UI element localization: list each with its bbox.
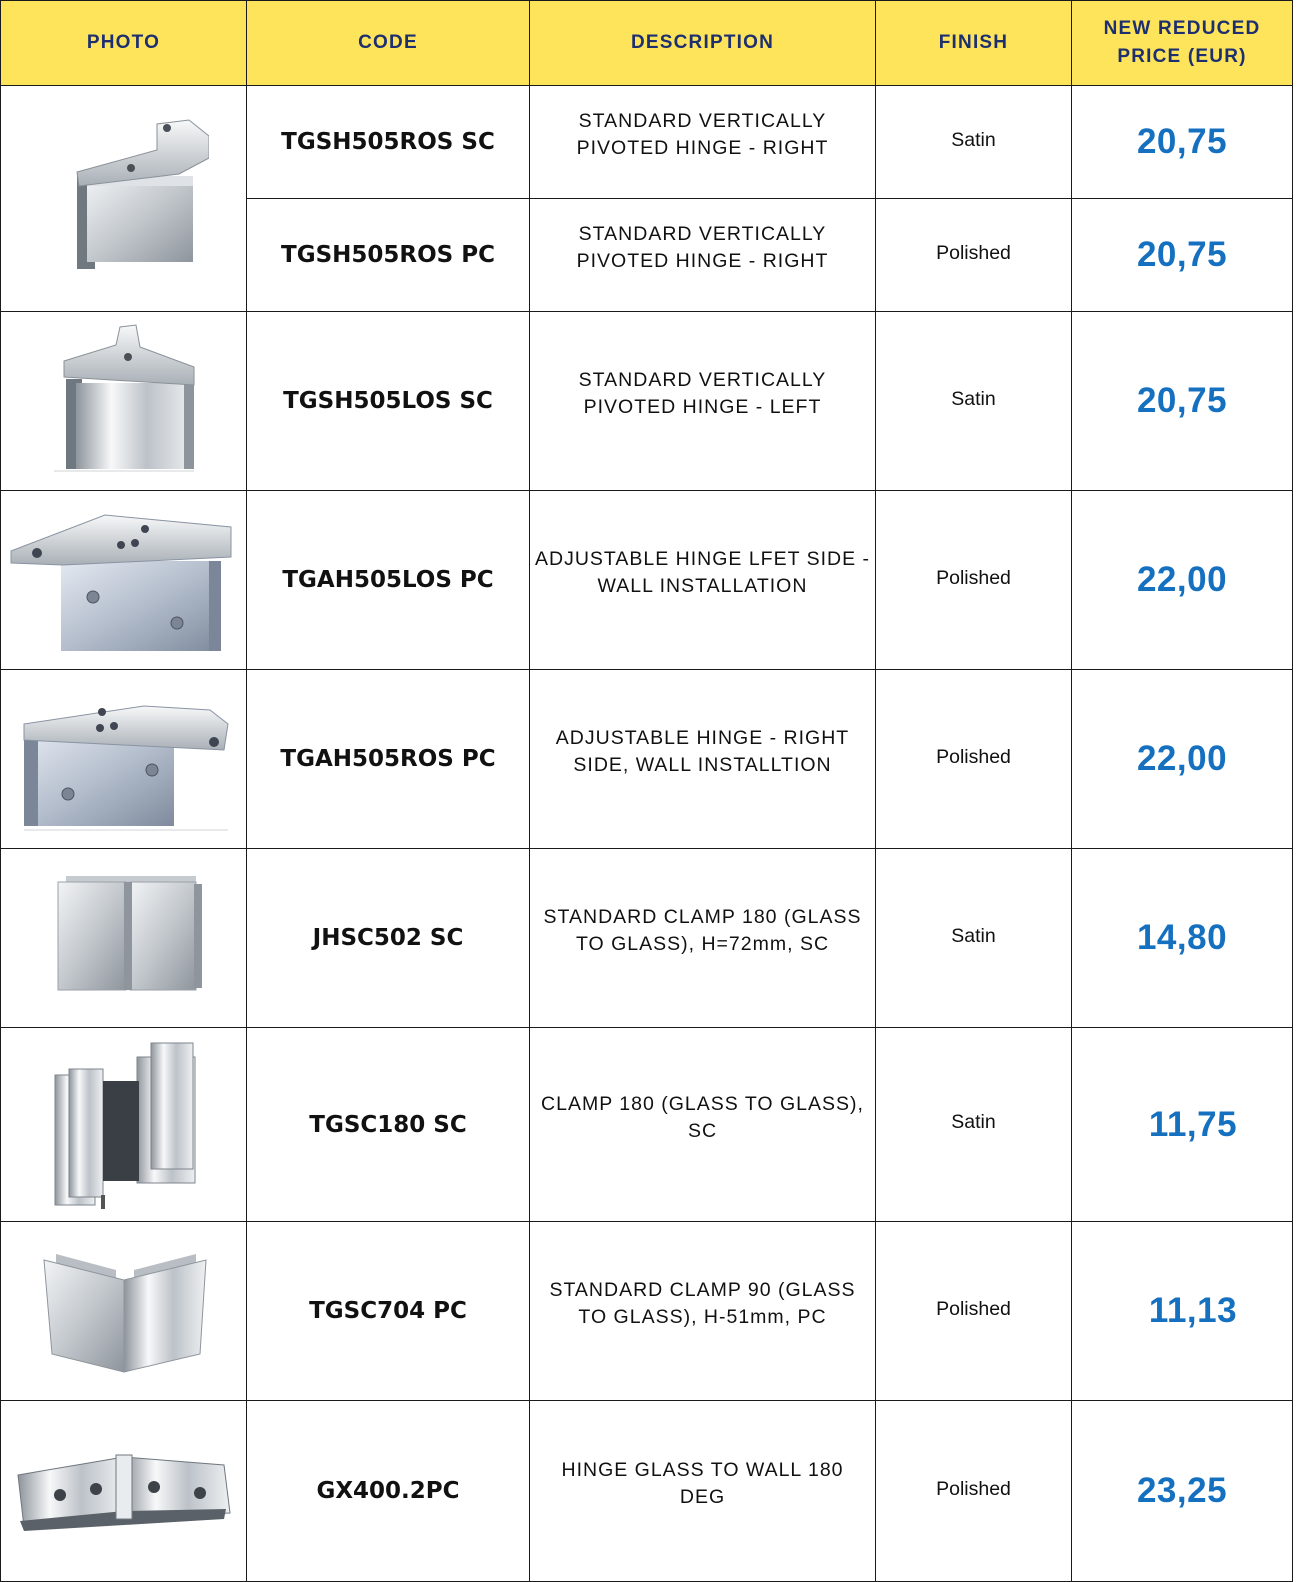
product-price — [1072, 1401, 1293, 1582]
header-finish: FINISH — [876, 1, 1072, 86]
header-photo: PHOTO — [1, 1, 247, 86]
product-finish — [876, 1222, 1072, 1401]
product-code: GX400.2PC — [247, 1401, 530, 1582]
price-text: 20,75 — [1136, 381, 1228, 420]
product-finish — [876, 1401, 1072, 1582]
product-code: JHSC502 SC — [247, 849, 530, 1028]
price-text: 20,75 — [1136, 235, 1228, 274]
description-text: STANDARD VERTICALLY PIVOTED HINGE - LEFT — [578, 369, 827, 418]
table-row — [1, 1028, 1293, 1222]
product-description — [530, 849, 876, 1028]
product-price — [1072, 199, 1293, 312]
clamp-180-icon — [39, 1035, 209, 1215]
finish-text: Polished — [936, 241, 1011, 264]
product-price — [1072, 1222, 1293, 1401]
product-code: TGSH505LOS SC — [247, 312, 530, 491]
adjustable-hinge-right-icon — [14, 684, 234, 834]
description-text: HINGE GLASS TO WALL 180 DEG — [561, 1459, 844, 1508]
glass-clamp-icon — [44, 868, 204, 1008]
product-finish — [876, 199, 1072, 312]
finish-text: Polished — [936, 566, 1011, 589]
photo-cell — [1, 312, 247, 491]
product-price — [1072, 86, 1293, 199]
product-price — [1072, 312, 1293, 491]
glass-wall-hinge-icon — [14, 1441, 234, 1541]
header-row — [1, 1, 1293, 86]
product-price — [1072, 491, 1293, 670]
product-finish — [876, 312, 1072, 491]
product-finish — [876, 849, 1072, 1028]
finish-text: Satin — [951, 128, 996, 151]
finish-text: Satin — [951, 387, 996, 410]
product-code: TGAH505LOS PC — [247, 491, 530, 670]
product-price — [1072, 849, 1293, 1028]
photo-cell — [1, 1222, 247, 1401]
description-text: STANDARD CLAMP 180 (GLASS TO GLASS), H=72mm, SC — [543, 906, 862, 955]
product-description — [530, 491, 876, 670]
header-description: DESCRIPTION — [530, 1, 876, 86]
product-finish — [876, 1028, 1072, 1222]
price-text: 20,75 — [1136, 122, 1228, 161]
price-text: 23,25 — [1136, 1471, 1228, 1510]
product-description — [530, 199, 876, 312]
description-text: ADJUSTABLE HINGE - RIGHT SIDE, WALL INSTALLTION — [555, 727, 850, 776]
product-description — [530, 1222, 876, 1401]
product-finish — [876, 670, 1072, 849]
price-text: 22,00 — [1136, 739, 1228, 778]
header-price-line1: NEW REDUCED — [1103, 18, 1261, 39]
product-code: TGAH505ROS PC — [247, 670, 530, 849]
photo-cell — [1, 670, 247, 849]
hinge-right-icon — [39, 114, 209, 284]
finish-text: Polished — [936, 1477, 1011, 1500]
description-text: ADJUSTABLE HINGE LFET SIDE - WALL INSTALLATION — [534, 548, 870, 597]
table-row — [1, 491, 1293, 670]
table-row — [1, 849, 1293, 1028]
price-text: 11,13 — [1148, 1291, 1238, 1330]
product-code: TGSH505ROS SC — [247, 86, 530, 199]
table-row — [1, 312, 1293, 491]
finish-text: Satin — [951, 924, 996, 947]
product-description — [530, 1401, 876, 1582]
price-text: 14,80 — [1136, 918, 1228, 957]
description-text: STANDARD VERTICALLY PIVOTED HINGE - RIGHT — [576, 223, 829, 272]
description-text: STANDARD CLAMP 90 (GLASS TO GLASS), H-51mm, PC — [549, 1279, 856, 1328]
photo-cell — [1, 1401, 247, 1582]
description-text: STANDARD VERTICALLY PIVOTED HINGE - RIGHT — [576, 110, 829, 159]
product-finish — [876, 86, 1072, 199]
product-price — [1072, 670, 1293, 849]
price-text: 11,75 — [1148, 1104, 1238, 1144]
photo-cell — [1, 86, 247, 312]
table-row — [1, 1222, 1293, 1401]
table-row — [1, 670, 1293, 849]
product-code: TGSH505ROS PC — [247, 199, 530, 312]
product-finish — [876, 491, 1072, 670]
table-row — [1, 1401, 1293, 1582]
product-price — [1072, 1028, 1293, 1222]
table-row — [1, 86, 1293, 199]
product-description — [530, 86, 876, 199]
clamp-90-icon — [34, 1246, 214, 1376]
photo-cell — [1, 491, 247, 670]
header-price — [1072, 1, 1293, 86]
hinge-left-icon — [44, 321, 204, 481]
description-text: CLAMP 180 (GLASS TO GLASS), SC — [541, 1092, 864, 1142]
finish-text: Satin — [951, 1111, 996, 1133]
price-text: 22,00 — [1136, 560, 1228, 599]
product-code: TGSC704 PC — [247, 1222, 530, 1401]
header-code: CODE — [247, 1, 530, 86]
product-code: TGSC180 SC — [247, 1028, 530, 1222]
photo-cell — [1, 849, 247, 1028]
finish-text: Polished — [936, 1297, 1011, 1320]
finish-text: Polished — [936, 745, 1011, 768]
header-price-line2: PRICE (EUR) — [1117, 46, 1247, 67]
product-description — [530, 670, 876, 849]
adjustable-hinge-left-icon — [9, 505, 239, 655]
photo-cell — [1, 1028, 247, 1222]
product-description — [530, 312, 876, 491]
product-description — [530, 1028, 876, 1222]
